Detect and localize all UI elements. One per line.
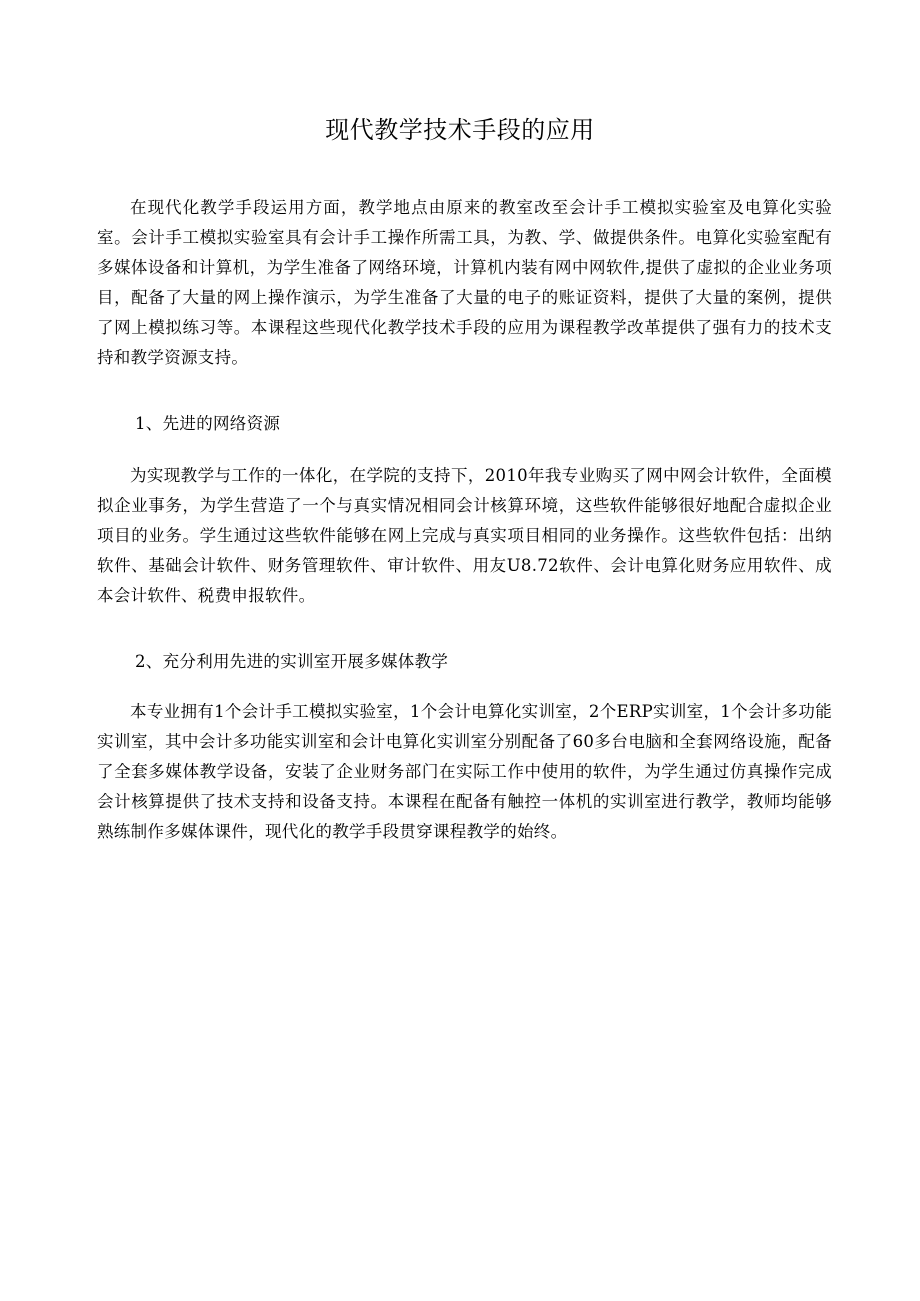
section-heading-network-resources: 1、先进的网络资源 (135, 414, 281, 433)
multimedia-teaching-paragraph: 本专业拥有1个会计手工模拟实验室，1个会计电算化实训室，2个ERP实训室，1个会计多功能实训室，其中会计多功能实训室和会计电算化实训室分别配备了60多台电脑和全套网络设施，配备了全套多媒体教学设备，安装了企业财务部门在实际工作中使用的软件，为学生通过仿真操作完成会计核算提供了技术支持和设备支持。本课程在配备有触控一体机的实训室进行教学，教师均能够熟练制作多媒体课件，现代化的教学手段贯穿课程教学的始终。 (97, 702, 832, 841)
page-title: 现代教学技术手段的应用 (325, 116, 595, 144)
network-resources-paragraph: 为实现教学与工作的一体化，在学院的支持下，2010年我专业购买了网中网会计软件，全面模拟企业事务，为学生营造了一个与真实情况相同会计核算环境，这些软件能够很好地配合虚拟企业项目的业务。学生通过这些软件能够在网上完成与真实项目相同的业务操作。这些软件包括：出纳软件、基础会计软件、财务管理软件、审计软件、用友U8.72软件、会计电算化财务应用软件、成本会计软件、税费申报软件。 (97, 466, 832, 605)
intro-paragraph: 在现代化教学手段运用方面，教学地点由原来的教室改至会计手工模拟实验室及电算化实验室。会计手工模拟实验室具有会计手工操作所需工具，为教、学、做提供条件。电算化实验室配有多媒体设备和计算机，为学生准备了网络环境，计算机内装有网中网软件,提供了虚拟的企业业务项目，配备了大量的网上操作演示，为学生准备了大量的电子的账证资料，提供了大量的案例，提供了网上模拟练习等。本课程这些现代化教学技术手段的应用为课程教学改革提供了强有力的技术支持和教学资源支持。 (97, 198, 832, 367)
section-heading-multimedia-teaching: 2、充分利用先进的实训室开展多媒体教学 (135, 652, 449, 671)
